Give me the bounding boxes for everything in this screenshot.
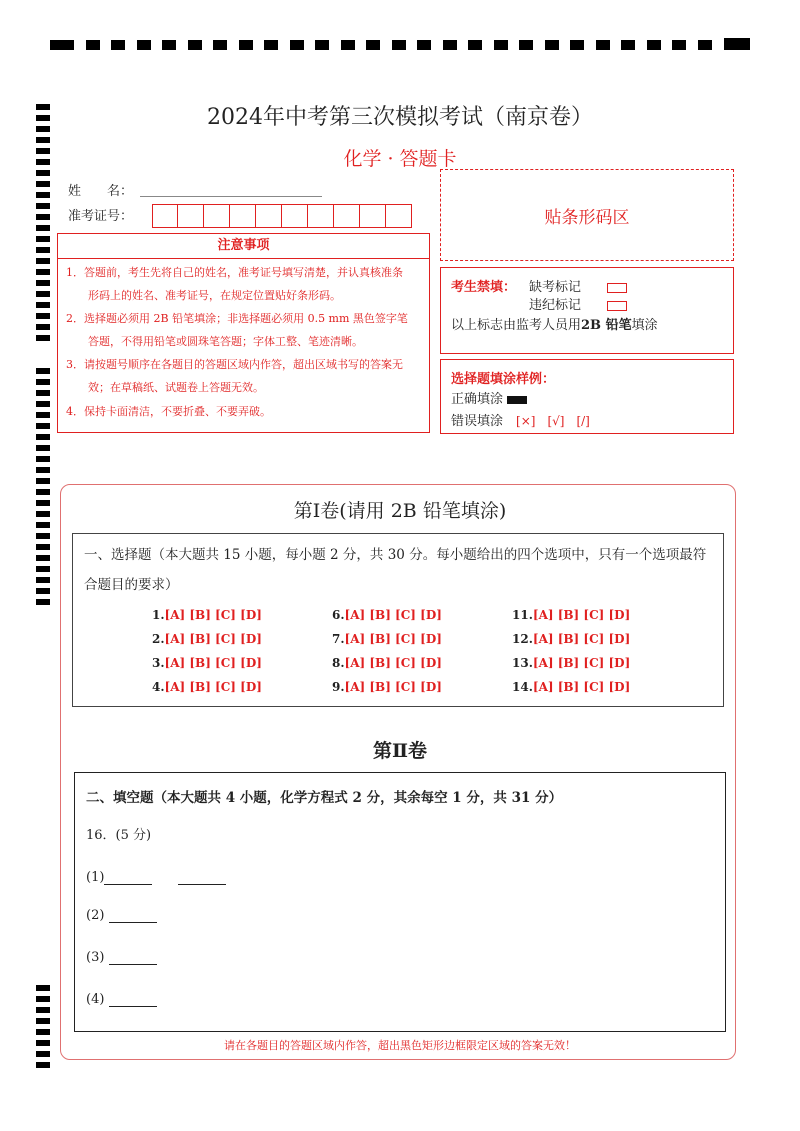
barcode-label: 贴条形码区 [544,207,630,228]
timing-mark [36,225,50,231]
choice-row[interactable]: 3.[A] [B] [C] [D] [152,656,262,670]
id-digit-box[interactable] [282,204,308,228]
section2-heading: 第Ⅱ卷 [372,740,427,762]
name-label: 姓 名： [68,184,134,199]
timing-mark [36,324,50,330]
timing-mark [36,434,50,440]
page-subtitle: 化学 · 答题卡 [343,148,457,170]
violation-label: 违纪标记 [529,298,582,313]
notice-item: 4．保持卡面清洁，不要折叠、不要弄破。 [66,405,271,418]
timing-mark [36,423,50,429]
absent-mark-box[interactable] [607,283,627,293]
id-label: 准考证号： [68,209,134,224]
id-digit-box[interactable] [308,204,334,228]
timing-mark [36,236,50,242]
notice-item: 形码上的姓名、准考证号，在规定位置贴好条形码。 [66,289,341,302]
timing-mark [36,1007,50,1013]
timing-mark [36,985,50,991]
timing-mark [36,1062,50,1068]
notice-item: 效；在草稿纸、试题卷上答题无效。 [66,381,264,394]
timing-mark [36,291,50,297]
notice-item: 2．选择题必须用 2B 铅笔填涂；非选择题必须用 0.5 mm 黑色签字笔 [66,312,408,325]
timing-mark [36,192,50,198]
timing-mark [36,137,50,143]
choice-row[interactable]: 2.[A] [B] [C] [D] [152,632,262,646]
examiner-only-box [440,267,734,354]
timing-mark [36,280,50,286]
timing-mark [36,335,50,341]
timing-mark [36,313,50,319]
answer-line-1[interactable]: (1) [86,866,226,885]
wrong-marks-sample: [×] [√] [/] [516,414,590,428]
wrong-label: 错误填涂 [451,414,504,429]
notice-item: 答题，不得用铅笔或圆珠笔答题；字体工整、笔迹清晰。 [66,335,363,348]
id-digit-box[interactable] [360,204,386,228]
id-digit-box[interactable] [334,204,360,228]
choice-row[interactable]: 7.[A] [B] [C] [D] [332,632,442,646]
timing-mark [36,269,50,275]
sample-title: 选择题填涂样例： [451,372,556,387]
absent-label: 缺考标记 [529,280,582,295]
timing-mark [36,412,50,418]
notice-item: 3．请按题号顺序在各题目的答题区域内作答，超出区域书写的答案无 [66,358,403,371]
section2-title: 二、填空题（本大题共 4 小题，化学方程式 2 分，其余每空 1 分，共 31 分） [86,790,563,806]
timing-mark [36,577,50,583]
name-field[interactable] [140,196,322,197]
id-digit-box[interactable] [230,204,256,228]
timing-mark [36,247,50,253]
timing-mark [36,544,50,550]
timing-mark [36,203,50,209]
id-digit-box[interactable] [152,204,178,228]
choice-row[interactable]: 14.[A] [B] [C] [D] [512,680,631,694]
id-number-boxes[interactable] [152,204,412,228]
timing-mark [36,181,50,187]
violation-mark-box[interactable] [607,301,627,311]
footer-warning: 请在各题目的答题区域内作答，超出黑色矩形边框限定区域的答案无效！ [224,1039,576,1052]
timing-mark [36,996,50,1002]
timing-mark [36,214,50,220]
timing-mark [36,555,50,561]
timing-mark [36,566,50,572]
forbid-note: 以上标志由监考人员用2B 铅笔填涂 [451,318,658,333]
id-digit-box[interactable] [386,204,412,228]
timing-mark [36,379,50,385]
answer-line-4[interactable]: (4) [86,992,157,1007]
answer-line-2[interactable]: (2) [86,908,157,923]
id-digit-box[interactable] [256,204,282,228]
barcode-area [440,169,734,261]
notice-title: 注意事项 [58,234,429,259]
answer-line-3[interactable]: (3) [86,950,157,965]
timing-mark [36,533,50,539]
fill-sample-box [440,359,734,434]
filled-mark-sample [507,396,527,404]
timing-mark [36,588,50,594]
choice-row[interactable]: 13.[A] [B] [C] [D] [512,656,631,670]
notice-box [57,233,430,433]
forbid-title: 考生禁填： [451,280,517,295]
section1-instructions: 一、选择题（本大题共 15 小题，每小题 2 分，共 30 分。每小题给出的四个选项中，只有一个选项最符合题目的要求） [84,547,707,593]
timing-mark [36,302,50,308]
timing-mark [36,258,50,264]
choice-row[interactable]: 1.[A] [B] [C] [D] [152,608,262,622]
timing-mark [36,368,50,374]
section1-heading: 第Ⅰ卷(请用 2B 铅笔填涂) [293,500,507,522]
timing-mark [36,1029,50,1035]
timing-mark [36,467,50,473]
timing-mark [36,456,50,462]
timing-mark [36,489,50,495]
choice-row[interactable]: 11.[A] [B] [C] [D] [512,608,631,622]
fill-blank-box [74,772,726,1032]
question-16-label: 16．(5 分) [86,828,152,843]
correct-label: 正确填涂 [451,392,504,407]
id-digit-box[interactable] [204,204,230,228]
choice-row[interactable]: 9.[A] [B] [C] [D] [332,680,442,694]
page-title: 2024年中考第三次模拟考试（南京卷） [207,105,593,130]
timing-mark [36,599,50,605]
timing-mark [36,478,50,484]
choice-row[interactable]: 8.[A] [B] [C] [D] [332,656,442,670]
notice-item: 1．答题前，考生先将自己的姓名，准考证号填写清楚，并认真核准条 [66,266,403,279]
id-digit-box[interactable] [178,204,204,228]
timing-mark [36,445,50,451]
choice-row[interactable]: 12.[A] [B] [C] [D] [512,632,631,646]
choice-row[interactable]: 4.[A] [B] [C] [D] [152,680,262,694]
choice-row[interactable]: 6.[A] [B] [C] [D] [332,608,442,622]
timing-mark [36,1018,50,1024]
timing-mark [36,401,50,407]
timing-mark [36,390,50,396]
